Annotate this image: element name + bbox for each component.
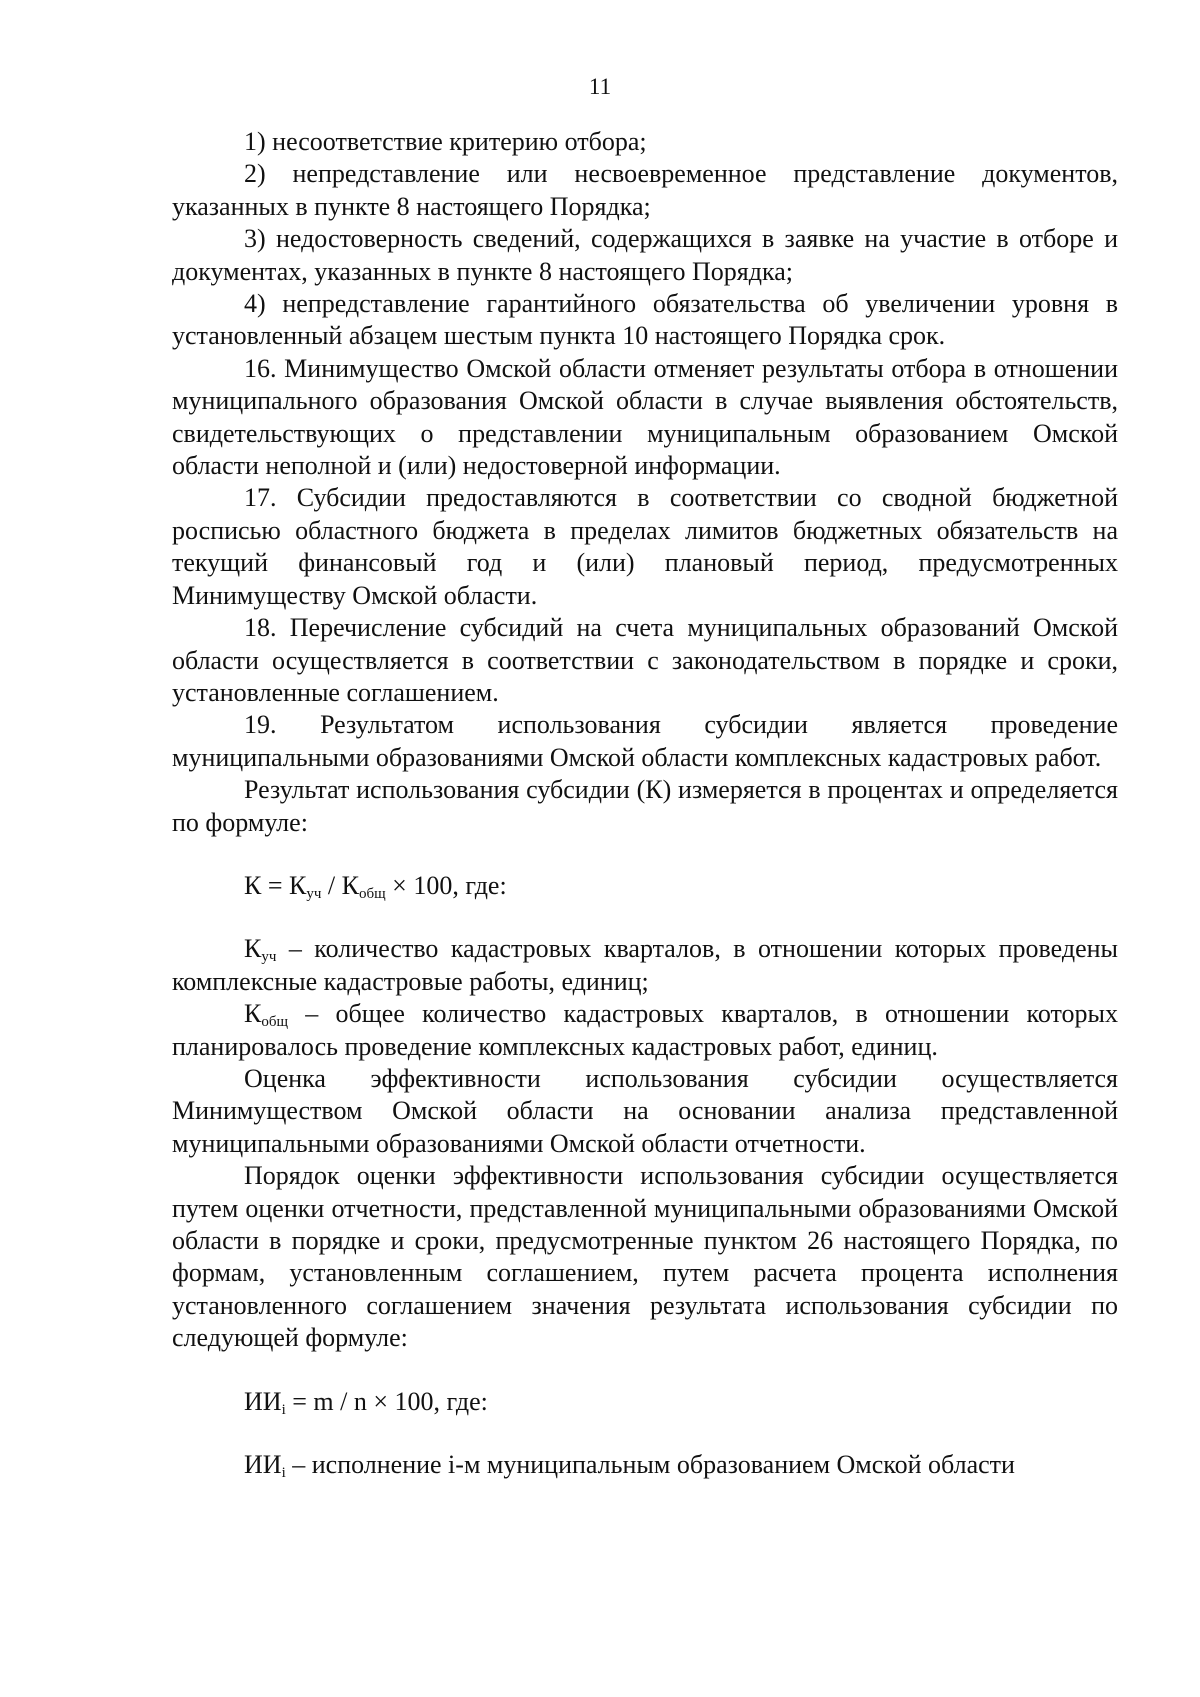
definition-ii-sub: i	[281, 1465, 286, 1482]
definition-ii-text: – исполнение i-м муниципальным образованием Омской области	[285, 1450, 1015, 1480]
paragraph-order: Порядок оценки эффективности использования субсидии осуществляется путем оценки отчетности, представленной муниципальными образованиями Омской области в порядке и сроки, предусмотренные пунктом 26 настоящего Порядка, по формам, установленным соглашением, путем расчета процента исполнения установленного соглашением значения результата использования субсидии по следующей формуле:	[172, 1161, 1118, 1353]
definition-ii-symbol: ИИ	[244, 1450, 282, 1480]
result-intro: Результат использования субсидии (К) измеряется в процентах и определяется по формуле:	[172, 775, 1118, 837]
definition-k-obsh-text: – общее количество кадастровых кварталов, в отношении которых планировалось проведение комплексных кадастровых работ, единиц.	[172, 999, 1118, 1061]
definition-k-uch	[172, 933, 1118, 998]
list-item-1: 1) несоответствие критерию отбора;	[244, 127, 647, 156]
definition-k-obsh-sub: общ	[261, 1014, 289, 1031]
definition-k-obsh-symbol: К	[244, 999, 262, 1029]
list-item-4: 4) непредставление гарантийного обязательства об увеличении уровня в установленный абзацем шестым пункта 10 настоящего Порядка срок.	[172, 289, 1118, 351]
definition-k-uch-sub: уч	[261, 949, 277, 966]
paragraph-17: 17. Субсидии предоставляются в соответствии со сводной бюджетной росписью областного бюджета в пределах лимитов бюджетных обязательств на текущий финансовый год и (или) плановый период, предусмотренных Минимуществу Омской области.	[172, 483, 1118, 610]
paragraph-18: 18. Перечисление субсидий на счета муниципальных образований Омской области осуществляется в соответствии с законодательством в порядке и сроки, установленные соглашением.	[172, 613, 1118, 707]
definition-k-uch-symbol: К	[244, 934, 262, 964]
formula-k-sub-obsh: общ	[358, 885, 386, 902]
list-item-2: 2) непредставление или несвоевременное представление документов, указанных в пункте 8 настоящего Порядка;	[172, 159, 1118, 221]
formula-k	[172, 870, 1118, 902]
definition-k-uch-text: – количество кадастровых кварталов, в отношении которых проведены комплексные кадастровые работы, единиц;	[172, 934, 1118, 996]
formula-ii-rest: = m / n × 100, где:	[285, 1386, 488, 1416]
formula-k-slash: / К	[321, 870, 359, 900]
page-number: 11	[588, 74, 612, 99]
formula-k-rest: × 100, где:	[385, 870, 507, 900]
formula-ii	[172, 1386, 1118, 1418]
formula-k-sub-uch: уч	[306, 885, 322, 902]
formula-ii-symbol: ИИ	[244, 1386, 282, 1416]
paragraph-evaluation: Оценка эффективности использования субсидии осуществляется Минимуществом Омской области на основании анализа представленной муниципальными образованиями Омской области отчетности.	[172, 1063, 1118, 1158]
formula-k-lhs: К = К	[244, 870, 307, 900]
paragraph-19: 19. Результатом использования субсидии является проведение муниципальными образованиями Омской области комплексных кадастровых работ.	[172, 710, 1118, 772]
document-body	[172, 126, 1118, 1481]
definition-k-obsh	[172, 998, 1118, 1063]
list-item-3: 3) недостоверность сведений, содержащихся в заявке на участие в отборе и документах, указанных в пункте 8 настоящего Порядка;	[172, 224, 1118, 286]
formula-ii-sub: i	[281, 1401, 286, 1418]
definition-ii	[172, 1449, 1118, 1481]
paragraph-16: 16. Минимущество Омской области отменяет результаты отбора в отношении муниципального образования Омской области в случае выявления обстоятельств, свидетельствующих о представлении муниципальным образованием Омской области неполной и (или) недостоверной информации.	[172, 353, 1118, 481]
